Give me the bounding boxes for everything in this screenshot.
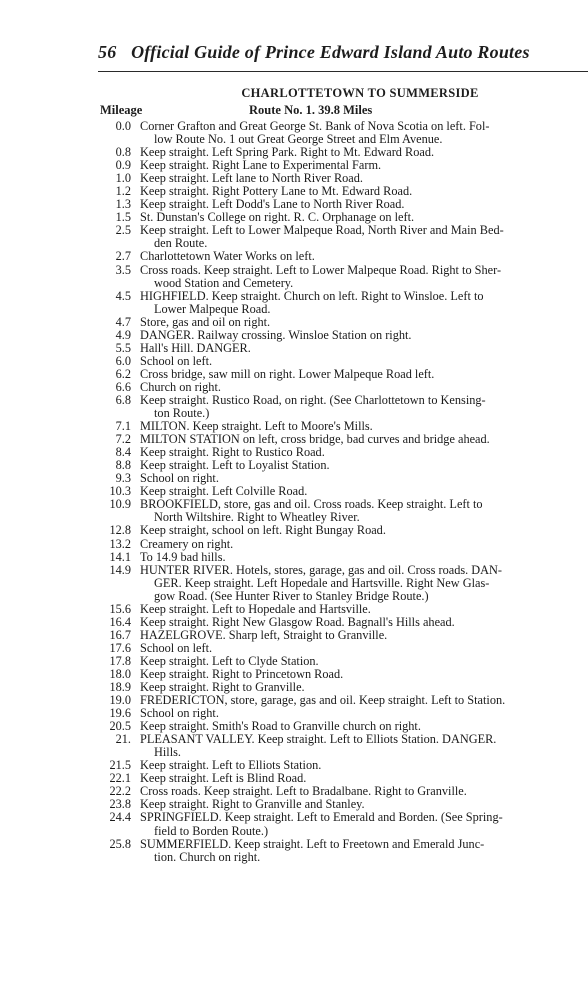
mileage-column-header: Mileage (100, 103, 143, 117)
mileage-value: 7.1 (115, 419, 131, 434)
route-entry (0, 342, 588, 355)
mileage-value: 13.2 (109, 536, 131, 551)
entry-text: Keep straight. Left to Lower Malpeque Road, North River and Main Bed- (140, 223, 504, 238)
route-entry (0, 603, 588, 616)
route-entry (0, 629, 588, 642)
entry-text: BROOKFIELD, store, gas and oil. Cross roads. Keep straight. Left to (140, 497, 483, 512)
mileage-value: 6.2 (115, 366, 131, 381)
mileage-value: 21.5 (109, 758, 131, 773)
entry-text: School on left. (140, 640, 213, 655)
entry-text: Keep straight. Left Spring Park. Right to Mt. Edward Road. (140, 145, 435, 160)
page-number: 56 (98, 42, 117, 62)
mileage-value: 3.5 (115, 262, 131, 277)
mileage-value: 1.5 (115, 210, 131, 225)
mileage-value: 10.9 (109, 497, 131, 512)
route-entry (0, 524, 588, 537)
mileage-value: 16.4 (109, 614, 131, 629)
route-entry (0, 290, 588, 316)
mileage-value: 19.6 (109, 706, 131, 721)
running-title: Official Guide of Prince Edward Island Auto Routes (131, 42, 530, 62)
mileage-value: 0.0 (115, 119, 131, 133)
entry-text: Corner Grafton and Great George St. Bank of Nova Scotia on left. Fol- (140, 119, 490, 133)
mileage-value: 0.8 (115, 145, 131, 160)
route-entry (0, 264, 588, 290)
mileage-value: 6.6 (115, 379, 131, 394)
entry-text: School on left. (140, 353, 213, 368)
route-entry (0, 459, 588, 472)
mileage-value: 24.4 (109, 810, 131, 825)
mileage-value: 1.3 (115, 197, 131, 212)
entry-text: PLEASANT VALLEY. Keep straight. Left to Elliots Station. DANGER. (140, 732, 497, 747)
entry-text: Cross roads. Keep straight. Left to Lower Malpeque Road. Right to Sher- (140, 262, 502, 277)
mileage-value: 4.9 (115, 327, 131, 342)
entry-text: Hall's Hill. DANGER. (140, 340, 251, 355)
entry-text-continued: wood Station and Cemetery. (154, 275, 294, 290)
mileage-value: 18.9 (109, 680, 131, 695)
entry-text: Keep straight. Right Pottery Lane to Mt. Edward Road. (140, 184, 413, 199)
entry-text-continued: den Route. (154, 236, 208, 251)
mileage-value: 9.3 (115, 471, 131, 486)
mileage-value: 20.5 (109, 719, 131, 734)
mileage-value: 12.8 (109, 523, 131, 538)
entry-text: Keep straight. Left to Loyalist Station. (140, 458, 330, 473)
route-entry (0, 616, 588, 629)
route-entry (0, 368, 588, 381)
entry-text: Keep straight. Right to Granville and Stanley. (140, 797, 365, 812)
entry-text: Keep straight. Right to Granville. (140, 680, 305, 695)
mileage-value: 2.7 (115, 249, 131, 264)
mileage-value: 5.5 (115, 340, 131, 355)
route-entry (0, 498, 588, 524)
route-entry (0, 733, 588, 759)
mileage-value: 4.5 (115, 288, 131, 303)
entry-text: Keep straight. Right to Princetown Road. (140, 666, 344, 681)
mileage-value: 17.8 (109, 653, 131, 668)
mileage-value: 6.8 (115, 392, 131, 407)
route-subtitle: Route No. 1. 39.8 Miles (249, 103, 373, 117)
mileage-value: 7.2 (115, 432, 131, 447)
mileage-value: 16.7 (109, 627, 131, 642)
entry-text-continued: GER. Keep straight. Left Hopedale and Hartsville. Right New Glas- (154, 575, 490, 590)
entry-text-continued: field to Borden Route.) (154, 823, 269, 838)
route-entry (0, 224, 588, 250)
entry-text: DANGER. Railway crossing. Winsloe Station on right. (140, 327, 412, 342)
entry-text: Keep straight, school on left. Right Bungay Road. (140, 523, 386, 538)
mileage-value: 10.3 (109, 484, 131, 499)
entry-text: Keep straight. Right to Rustico Road. (140, 445, 325, 460)
entry-text: School on right. (140, 706, 219, 721)
mileage-value: 22.2 (109, 784, 131, 799)
entry-text: HIGHFIELD. Keep straight. Church on left. Right to Winsloe. Left to (140, 288, 484, 303)
route-entry (0, 551, 588, 564)
route-entry (0, 120, 588, 146)
mileage-value: 8.4 (115, 445, 131, 460)
route-entry (0, 694, 588, 707)
entry-text: MILTON. Keep straight. Left to Moore's Mills. (140, 419, 373, 434)
mileage-value: 6.0 (115, 353, 131, 368)
route-entries-list (0, 120, 588, 864)
entry-text: Keep straight. Left to Elliots Station. (140, 758, 322, 773)
entry-text: School on right. (140, 471, 219, 486)
route-entry (0, 394, 588, 420)
route-entry (0, 329, 588, 342)
entry-text: Cross roads. Keep straight. Left to Bradalbane. Right to Granville. (140, 784, 467, 799)
entry-text: SPRINGFIELD. Keep straight. Left to Emerald and Borden. (See Spring- (140, 810, 503, 825)
entry-text-continued: ton Route.) (154, 406, 210, 421)
route-entry (0, 811, 588, 837)
mileage-value: 14.1 (109, 549, 131, 564)
entry-text: Keep straight. Rustico Road, on right. (See Charlottetown to Kensing- (140, 392, 486, 407)
route-entry (0, 355, 588, 368)
section-title: CHARLOTTETOWN TO SUMMERSIDE (241, 86, 479, 100)
mileage-value: 0.9 (115, 158, 131, 173)
entry-text: Keep straight. Left lane to North River Road. (140, 171, 363, 186)
mileage-value: 18.0 (109, 666, 131, 681)
route-entry (0, 316, 588, 329)
entry-text: MILTON STATION on left, cross bridge, bad curves and bridge ahead. (140, 432, 490, 447)
mileage-value: 1.0 (115, 171, 131, 186)
entry-text-continued: tion. Church on right. (154, 849, 261, 864)
header-rule (98, 71, 588, 72)
mileage-value: 4.7 (115, 314, 131, 329)
route-entry (0, 564, 588, 603)
mileage-value: 25.8 (109, 836, 131, 851)
entry-text: Store, gas and oil on right. (140, 314, 271, 329)
entry-text-continued: Lower Malpeque Road. (154, 301, 271, 316)
entry-text: Charlottetown Water Works on left. (140, 249, 315, 264)
route-entry (0, 250, 588, 263)
entry-text: Keep straight. Smith's Road to Granville church on right. (140, 719, 421, 734)
mileage-value: 23.8 (109, 797, 131, 812)
entry-text-continued: low Route No. 1 out Great George Street and Elm Avenue. (154, 132, 443, 147)
entry-text: FREDERICTON, store, garage, gas and oil. Keep straight. Left to Station. (140, 693, 506, 708)
route-entry (0, 538, 588, 551)
entry-text: Keep straight. Left Dodd's Lane to North River Road. (140, 197, 405, 212)
entry-text: Keep straight. Left Colville Road. (140, 484, 308, 499)
entry-text: Church on right. (140, 379, 221, 394)
mileage-value: 14.9 (109, 562, 131, 577)
mileage-value: 15.6 (109, 601, 131, 616)
entry-text: HUNTER RIVER. Hotels, stores, garage, gas and oil. Cross roads. DAN- (140, 562, 503, 577)
entry-text: Keep straight. Left to Clyde Station. (140, 653, 319, 668)
mileage-value: 1.2 (115, 184, 131, 199)
running-head (98, 42, 530, 63)
entry-text: Cross bridge, saw mill on right. Lower Malpeque Road left. (140, 366, 435, 381)
mileage-value: 19.0 (109, 693, 131, 708)
route-entry (0, 838, 588, 864)
entry-text: Creamery on right. (140, 536, 234, 551)
entry-text: To 14.9 bad hills. (140, 549, 226, 564)
mileage-value: 21. (115, 732, 131, 747)
entry-text: Keep straight. Right New Glasgow Road. Bagnall's Hills ahead. (140, 614, 455, 629)
mileage-value: 22.1 (109, 771, 131, 786)
entry-text: Keep straight. Left is Blind Road. (140, 771, 307, 786)
entry-text-continued: gow Road. (See Hunter River to Stanley Bridge Route.) (154, 588, 429, 603)
entry-text: Keep straight. Left to Hopedale and Hartsville. (140, 601, 371, 616)
entry-text: HAZELGROVE. Sharp left, Straight to Granville. (140, 627, 388, 642)
entry-text: SUMMERFIELD. Keep straight. Left to Freetown and Emerald Junc- (140, 836, 485, 851)
entry-text: St. Dunstan's College on right. R. C. Orphanage on left. (140, 210, 415, 225)
route-entry (0, 655, 588, 668)
mileage-value: 2.5 (115, 223, 131, 238)
entry-text: Keep straight. Right Lane to Experimental Farm. (140, 158, 382, 173)
mileage-value: 17.6 (109, 640, 131, 655)
route-entry (0, 642, 588, 655)
mileage-value: 8.8 (115, 458, 131, 473)
entry-text-continued: Hills. (154, 745, 181, 760)
entry-text-continued: North Wiltshire. Right to Wheatley River. (154, 510, 360, 525)
